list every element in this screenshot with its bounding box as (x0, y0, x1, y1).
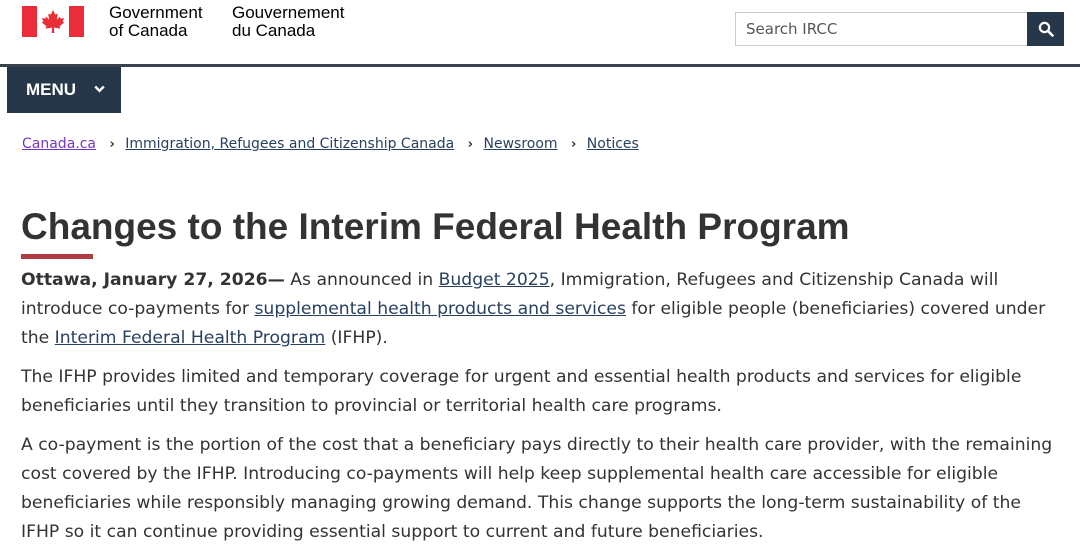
menu-button[interactable] (7, 67, 121, 113)
ifhp-link[interactable]: Interim Federal Health Program (54, 328, 326, 348)
header-divider (0, 64, 1080, 67)
budget-2025-link[interactable]: Budget 2025 (438, 270, 550, 290)
signature-en-line1: Government (109, 3, 203, 22)
search-icon (1038, 21, 1054, 37)
text-segment: As announced in (284, 270, 439, 290)
chevron-right-icon: › (109, 137, 115, 152)
main-content (21, 266, 1061, 557)
chevron-right-icon: › (467, 137, 474, 152)
supplemental-health-link[interactable]: supplemental health products and services (254, 299, 626, 319)
breadcrumb-link-newsroom[interactable]: Newsroom (483, 136, 558, 152)
text-segment: for eligible people (beneficiaries) covered under the (21, 299, 1046, 348)
dateline: Ottawa, January 27, 2026— (21, 270, 285, 290)
breadcrumb-link-ircc[interactable]: Immigration, Refugees and Citizenship Canada (125, 136, 455, 152)
search-button[interactable] (1027, 12, 1064, 46)
search-form (735, 12, 1064, 46)
text-segment: (IFHP). (325, 328, 388, 348)
text-segment: , Immigration, Refugees and Citizenship Canada will introduce co-payments for (21, 270, 999, 319)
signature-en-line2: of Canada (109, 21, 188, 40)
site-header (0, 0, 1080, 64)
government-signature-fr (232, 4, 344, 40)
chevron-right-icon: › (570, 137, 577, 152)
breadcrumb-link-canada[interactable]: Canada.ca (22, 136, 96, 152)
signature-fr-line2: du Canada (232, 21, 316, 40)
breadcrumb (22, 134, 639, 155)
search-input[interactable] (735, 12, 1027, 46)
paragraph-co-payment: A co-payment is the portion of the cost that a beneficiary pays directly to their health care provider, with the remaining cost covered by the IFHP. Introducing co-payments will help keep supplemental health care accessible for eligible beneficiaries while responsibly managing growing demand. This change supports the long-term sustainability of the IFHP so it can continue providing essential support to current and future beneficiaries. (21, 435, 1053, 542)
paragraph-announcement (21, 266, 1061, 353)
title-underline (21, 254, 93, 259)
breadcrumb-link-notices[interactable]: Notices (586, 136, 639, 152)
government-signature-en (109, 4, 203, 40)
chevron-down-icon (94, 85, 105, 93)
page-title: Changes to the Interim Federal Health Program (21, 206, 850, 247)
paragraph-ifhp-coverage: The IFHP provides limited and temporary coverage for urgent and essential health products and services for eligible beneficiaries until they transition to provincial or territorial health care programs. (21, 367, 1022, 416)
menu-label: MENU (26, 80, 77, 99)
signature-fr-line1: Gouvernement (232, 3, 345, 22)
